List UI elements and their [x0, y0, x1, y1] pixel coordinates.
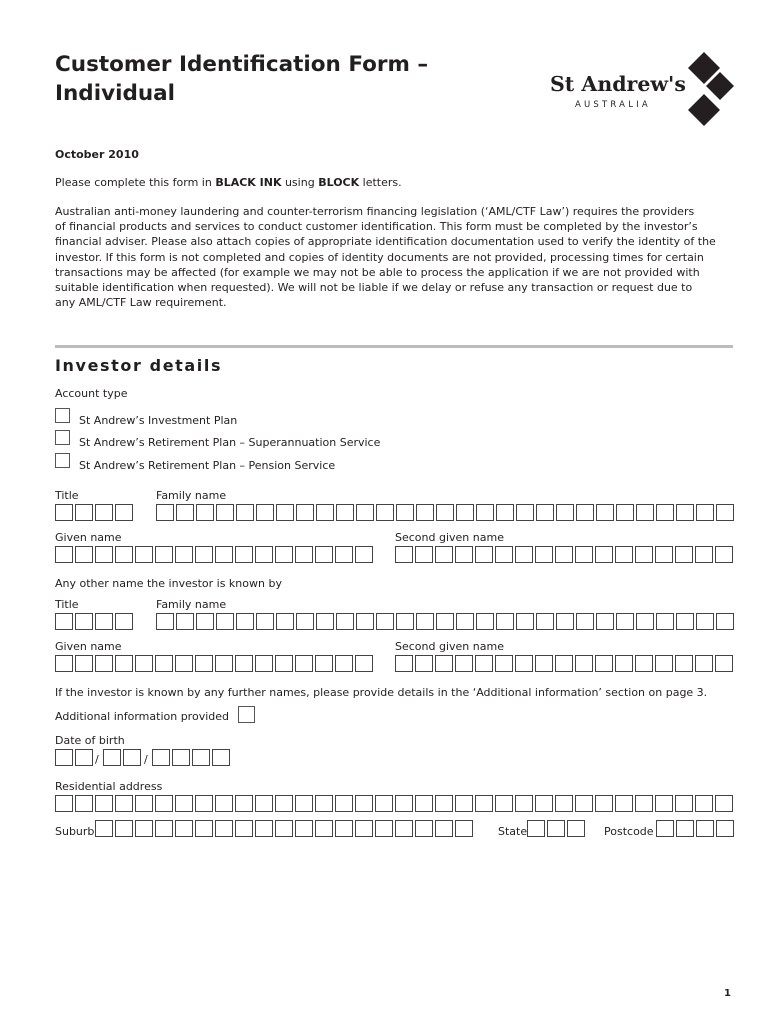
instr-post: letters.: [359, 176, 402, 189]
char-box[interactable]: [152, 749, 170, 766]
char-box[interactable]: [115, 546, 133, 563]
additional-info-checkbox[interactable]: [238, 706, 255, 723]
dob-separator: /: [95, 753, 99, 766]
char-box[interactable]: [436, 613, 454, 630]
char-box[interactable]: [376, 504, 394, 521]
char-box[interactable]: [196, 504, 214, 521]
char-box[interactable]: [615, 655, 633, 672]
char-box[interactable]: [556, 613, 574, 630]
char-box[interactable]: [576, 613, 594, 630]
char-box[interactable]: [435, 795, 453, 812]
char-box[interactable]: [395, 655, 413, 672]
char-box[interactable]: [355, 820, 373, 837]
further-names-note: If the investor is known by any further names, please provide details in the ‘Additional information’ section on page 3.: [55, 686, 708, 699]
char-box[interactable]: [95, 795, 113, 812]
char-box[interactable]: [336, 613, 354, 630]
additional-info-label: Additional information provided: [55, 710, 229, 723]
char-box[interactable]: [615, 795, 633, 812]
char-box[interactable]: [436, 504, 454, 521]
char-box[interactable]: [456, 613, 474, 630]
char-box[interactable]: [235, 546, 253, 563]
char-box[interactable]: [435, 546, 453, 563]
char-box[interactable]: [676, 820, 694, 837]
char-box[interactable]: [275, 655, 293, 672]
char-box[interactable]: [315, 795, 333, 812]
title-label: Title: [55, 489, 79, 502]
char-box[interactable]: [476, 504, 494, 521]
char-box[interactable]: [235, 820, 253, 837]
char-box[interactable]: [176, 504, 194, 521]
char-box[interactable]: [455, 820, 473, 837]
char-box[interactable]: [415, 795, 433, 812]
char-box[interactable]: [255, 795, 273, 812]
char-box[interactable]: [575, 795, 593, 812]
char-box[interactable]: [135, 655, 153, 672]
section-heading: Investor details: [55, 356, 223, 375]
char-box[interactable]: [495, 546, 513, 563]
postcode-label: Postcode: [604, 825, 654, 838]
other-family-name-field[interactable]: [156, 613, 734, 630]
para-line: suitable identification when requested). We will not be liable if we delay or refuse any transaction or request due to: [55, 281, 693, 295]
account-type-label: Account type: [55, 387, 128, 400]
char-box[interactable]: [455, 546, 473, 563]
residential-address-label: Residential address: [55, 780, 163, 793]
char-box[interactable]: [75, 655, 93, 672]
char-box[interactable]: [95, 504, 113, 521]
char-box[interactable]: [375, 820, 393, 837]
instr-black-ink: BLACK INK: [215, 176, 282, 189]
char-box[interactable]: [415, 820, 433, 837]
char-box[interactable]: [155, 820, 173, 837]
char-box[interactable]: [295, 820, 313, 837]
char-box[interactable]: [115, 795, 133, 812]
char-box[interactable]: [75, 795, 93, 812]
char-box[interactable]: [255, 655, 273, 672]
char-box[interactable]: [496, 504, 514, 521]
char-box[interactable]: [75, 613, 93, 630]
page-number: 1: [724, 988, 731, 999]
char-box[interactable]: [55, 795, 73, 812]
char-box[interactable]: [296, 613, 314, 630]
char-box[interactable]: [416, 613, 434, 630]
char-box[interactable]: [535, 795, 553, 812]
char-box[interactable]: [695, 795, 713, 812]
char-box[interactable]: [395, 546, 413, 563]
char-box[interactable]: [455, 655, 473, 672]
char-box[interactable]: [396, 504, 414, 521]
char-box[interactable]: [115, 613, 133, 630]
char-box[interactable]: [395, 820, 413, 837]
char-box[interactable]: [655, 795, 673, 812]
section-divider: [55, 345, 733, 348]
char-box[interactable]: [475, 795, 493, 812]
char-box[interactable]: [356, 613, 374, 630]
char-box[interactable]: [155, 655, 173, 672]
other-second-given-name-field[interactable]: [395, 655, 733, 672]
char-box[interactable]: [175, 546, 193, 563]
given-name-label: Given name: [55, 531, 122, 544]
char-box[interactable]: [595, 795, 613, 812]
para-line: investor. If this form is not completed and copies of identity documents are not provided, processing times for certain: [55, 250, 704, 264]
second-given-name-label-2: Second given name: [395, 640, 504, 653]
char-box[interactable]: [175, 655, 193, 672]
char-box[interactable]: [635, 795, 653, 812]
char-box[interactable]: [575, 546, 593, 563]
char-box[interactable]: [696, 504, 714, 521]
char-box[interactable]: [195, 795, 213, 812]
char-box[interactable]: [555, 795, 573, 812]
state-label: State: [498, 825, 528, 838]
char-box[interactable]: [456, 504, 474, 521]
char-box[interactable]: [296, 504, 314, 521]
char-box[interactable]: [475, 546, 493, 563]
dob-year-field[interactable]: [152, 749, 230, 766]
form-title-line2: Individual: [55, 81, 176, 106]
char-box[interactable]: [716, 613, 734, 630]
char-box[interactable]: [156, 504, 174, 521]
char-box[interactable]: [335, 546, 353, 563]
char-box[interactable]: [335, 655, 353, 672]
char-box[interactable]: [295, 795, 313, 812]
char-box[interactable]: [315, 820, 333, 837]
family-name-field[interactable]: [156, 504, 734, 521]
char-box[interactable]: [515, 546, 533, 563]
logo-name: St Andrew's: [550, 72, 686, 96]
char-box[interactable]: [495, 655, 513, 672]
para-line: transactions may be affected (for example we may not be able to process the application if we are not provided with: [55, 265, 700, 279]
char-box[interactable]: [435, 820, 453, 837]
suburb-label: Suburb: [55, 825, 95, 838]
char-box[interactable]: [295, 655, 313, 672]
char-box[interactable]: [636, 504, 654, 521]
char-box[interactable]: [135, 820, 153, 837]
second-given-name-label: Second given name: [395, 531, 504, 544]
char-box[interactable]: [316, 504, 334, 521]
para-line: of financial products and services to conduct customer identification. This form must be completed by the investor’s: [55, 220, 698, 234]
char-box[interactable]: [596, 613, 614, 630]
char-box[interactable]: [196, 613, 214, 630]
char-box[interactable]: [575, 655, 593, 672]
suburb-field[interactable]: [95, 820, 473, 837]
other-given-name-field[interactable]: [55, 655, 373, 672]
char-box[interactable]: [415, 655, 433, 672]
char-box[interactable]: [636, 613, 654, 630]
form-title-line1: Customer Identification Form –: [55, 52, 429, 77]
char-box[interactable]: [236, 613, 254, 630]
char-box[interactable]: [175, 795, 193, 812]
char-box[interactable]: [395, 795, 413, 812]
char-box[interactable]: [55, 546, 73, 563]
char-box[interactable]: [535, 546, 553, 563]
char-box[interactable]: [176, 613, 194, 630]
char-box[interactable]: [616, 613, 634, 630]
char-box[interactable]: [696, 613, 714, 630]
dob-day-field[interactable]: [55, 749, 93, 766]
char-box[interactable]: [235, 655, 253, 672]
second-given-name-field[interactable]: [395, 546, 733, 563]
postcode-field[interactable]: [656, 820, 734, 837]
char-box[interactable]: [275, 820, 293, 837]
char-box[interactable]: [715, 546, 733, 563]
family-name-label-2: Family name: [156, 598, 227, 611]
title-field[interactable]: [55, 504, 133, 521]
char-box[interactable]: [103, 749, 121, 766]
char-box[interactable]: [515, 795, 533, 812]
char-box[interactable]: [195, 655, 213, 672]
char-box[interactable]: [716, 820, 734, 837]
char-box[interactable]: [656, 820, 674, 837]
char-box[interactable]: [192, 749, 210, 766]
char-box[interactable]: [695, 655, 713, 672]
char-box[interactable]: [455, 795, 473, 812]
char-box[interactable]: [155, 795, 173, 812]
char-box[interactable]: [315, 655, 333, 672]
para-line: financial adviser. Please also attach copies of appropriate identification documentation used to verify the identity of the: [55, 235, 716, 249]
char-box[interactable]: [516, 504, 534, 521]
intro-paragraph: [55, 204, 716, 310]
char-box[interactable]: [276, 613, 294, 630]
char-box[interactable]: [356, 504, 374, 521]
char-box[interactable]: [375, 795, 393, 812]
instr-block: BLOCK: [318, 176, 360, 189]
para-line: Australian anti-money laundering and counter-terrorism financing legislation (‘AML/CTF Law’) requires the providers: [55, 205, 695, 218]
char-box[interactable]: [415, 546, 433, 563]
checkbox-investment-plan[interactable]: [55, 408, 70, 423]
char-box[interactable]: [675, 546, 693, 563]
char-box[interactable]: [115, 655, 133, 672]
char-box[interactable]: [256, 504, 274, 521]
title-label-2: Title: [55, 598, 79, 611]
char-box[interactable]: [675, 795, 693, 812]
char-box[interactable]: [675, 655, 693, 672]
char-box[interactable]: [95, 546, 113, 563]
other-name-label: Any other name the investor is known by: [55, 577, 282, 590]
form-title: [55, 50, 428, 108]
char-box[interactable]: [256, 613, 274, 630]
char-box[interactable]: [295, 546, 313, 563]
char-box[interactable]: [655, 546, 673, 563]
char-box[interactable]: [435, 655, 453, 672]
char-box[interactable]: [135, 546, 153, 563]
char-box[interactable]: [235, 795, 253, 812]
char-box[interactable]: [75, 504, 93, 521]
char-box[interactable]: [475, 655, 493, 672]
char-box[interactable]: [716, 504, 734, 521]
char-box[interactable]: [656, 613, 674, 630]
account-type-option: St Andrew’s Retirement Plan – Superannuation Service: [79, 436, 381, 449]
para-line: any AML/CTF Law requirement.: [55, 296, 227, 310]
dob-separator: /: [144, 753, 148, 766]
char-box[interactable]: [275, 795, 293, 812]
char-box[interactable]: [255, 546, 273, 563]
char-box[interactable]: [696, 820, 714, 837]
char-box[interactable]: [195, 820, 213, 837]
char-box[interactable]: [496, 613, 514, 630]
char-box[interactable]: [275, 546, 293, 563]
account-type-option: St Andrew’s Retirement Plan – Pension Service: [79, 459, 336, 472]
char-box[interactable]: [276, 504, 294, 521]
instr-pre: Please complete this form in: [55, 176, 216, 189]
char-box[interactable]: [215, 820, 233, 837]
char-box[interactable]: [695, 546, 713, 563]
char-box[interactable]: [123, 749, 141, 766]
char-box[interactable]: [215, 655, 233, 672]
instr-mid: using: [281, 176, 319, 189]
char-box[interactable]: [555, 655, 573, 672]
checkbox-superannuation[interactable]: [55, 430, 70, 445]
char-box[interactable]: [135, 795, 153, 812]
char-box[interactable]: [635, 546, 653, 563]
family-name-label: Family name: [156, 489, 227, 502]
char-box[interactable]: [355, 795, 373, 812]
char-box[interactable]: [416, 504, 434, 521]
char-box[interactable]: [335, 820, 353, 837]
char-box[interactable]: [655, 655, 673, 672]
char-box[interactable]: [535, 655, 553, 672]
state-field[interactable]: [527, 820, 585, 837]
char-box[interactable]: [495, 795, 513, 812]
char-box[interactable]: [555, 546, 573, 563]
char-box[interactable]: [616, 504, 634, 521]
char-box[interactable]: [676, 504, 694, 521]
char-box[interactable]: [515, 655, 533, 672]
given-name-field[interactable]: [55, 546, 373, 563]
char-box[interactable]: [115, 820, 133, 837]
char-box[interactable]: [547, 820, 565, 837]
char-box[interactable]: [635, 655, 653, 672]
instruction-line: [55, 175, 402, 190]
char-box[interactable]: [172, 749, 190, 766]
other-title-field[interactable]: [55, 613, 133, 630]
char-box[interactable]: [55, 749, 73, 766]
char-box[interactable]: [516, 613, 534, 630]
form-date: October 2010: [55, 148, 139, 161]
checkbox-pension[interactable]: [55, 453, 70, 468]
char-box[interactable]: [615, 546, 633, 563]
char-box[interactable]: [216, 613, 234, 630]
char-box[interactable]: [95, 655, 113, 672]
char-box[interactable]: [155, 546, 173, 563]
char-box[interactable]: [595, 546, 613, 563]
char-box[interactable]: [476, 613, 494, 630]
char-box[interactable]: [216, 504, 234, 521]
char-box[interactable]: [336, 504, 354, 521]
char-box[interactable]: [75, 546, 93, 563]
char-box[interactable]: [175, 820, 193, 837]
char-box[interactable]: [335, 795, 353, 812]
char-box[interactable]: [556, 504, 574, 521]
char-box[interactable]: [195, 546, 213, 563]
char-box[interactable]: [396, 613, 414, 630]
char-box[interactable]: [355, 546, 373, 563]
char-box[interactable]: [355, 655, 373, 672]
char-box[interactable]: [55, 613, 73, 630]
char-box[interactable]: [536, 613, 554, 630]
char-box[interactable]: [595, 655, 613, 672]
char-box[interactable]: [55, 655, 73, 672]
account-type-option: St Andrew’s Investment Plan: [79, 414, 238, 427]
char-box[interactable]: [656, 504, 674, 521]
char-box[interactable]: [95, 820, 113, 837]
char-box[interactable]: [55, 504, 73, 521]
char-box[interactable]: [527, 820, 545, 837]
char-box[interactable]: [215, 546, 233, 563]
char-box[interactable]: [676, 613, 694, 630]
char-box[interactable]: [115, 504, 133, 521]
char-box[interactable]: [215, 795, 233, 812]
char-box[interactable]: [715, 795, 733, 812]
char-box[interactable]: [316, 613, 334, 630]
char-box[interactable]: [596, 504, 614, 521]
dob-label: Date of birth: [55, 734, 125, 747]
residential-address-field[interactable]: [55, 795, 733, 812]
char-box[interactable]: [376, 613, 394, 630]
given-name-label-2: Given name: [55, 640, 122, 653]
char-box[interactable]: [715, 655, 733, 672]
char-box[interactable]: [315, 546, 333, 563]
char-box[interactable]: [156, 613, 174, 630]
char-box[interactable]: [212, 749, 230, 766]
char-box[interactable]: [236, 504, 254, 521]
char-box[interactable]: [576, 504, 594, 521]
char-box[interactable]: [567, 820, 585, 837]
logo-subtitle: AUSTRALIA: [575, 100, 651, 110]
char-box[interactable]: [75, 749, 93, 766]
dob-month-field[interactable]: [103, 749, 141, 766]
char-box[interactable]: [95, 613, 113, 630]
char-box[interactable]: [536, 504, 554, 521]
char-box[interactable]: [255, 820, 273, 837]
